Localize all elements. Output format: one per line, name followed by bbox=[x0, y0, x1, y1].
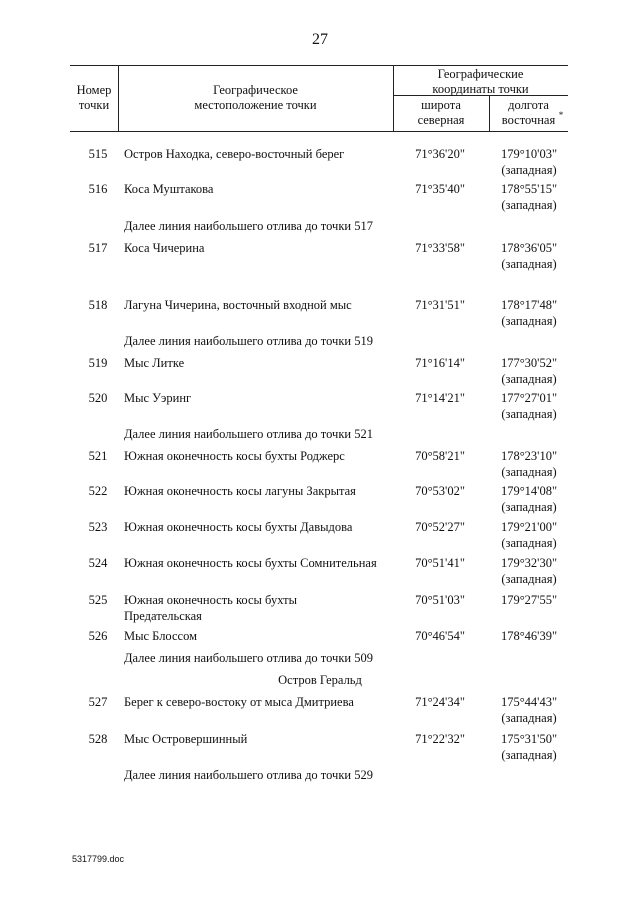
point-location: Южная оконечность косы бухты Предательская bbox=[124, 593, 297, 623]
point-location: Южная оконечность косы лагуны Закрытая bbox=[124, 484, 356, 498]
point-latitude: 70°46'54" bbox=[415, 629, 465, 643]
point-latitude: 71°31'51" bbox=[415, 298, 465, 312]
point-latitude: 70°51'41" bbox=[415, 556, 465, 570]
point-longitude: 178°17'48" (западная) bbox=[500, 298, 558, 328]
boundary-note: Далее линия наибольшего отлива до точки 521 bbox=[124, 427, 373, 441]
point-location: Мыс Островершинный bbox=[124, 732, 248, 746]
point-location: Южная оконечность косы бухты Сомнительная bbox=[124, 556, 377, 570]
point-number: 527 bbox=[88, 695, 108, 709]
point-latitude: 70°52'27" bbox=[415, 520, 465, 534]
point-latitude: 71°24'34" bbox=[415, 695, 465, 709]
boundary-note: Далее линия наибольшего отлива до точки 509 bbox=[124, 651, 373, 665]
point-location: Южная оконечность косы бухты Давыдова bbox=[124, 520, 353, 534]
point-number: 522 bbox=[88, 484, 108, 498]
point-number: 518 bbox=[88, 298, 108, 312]
point-number: 520 bbox=[88, 391, 108, 405]
point-number: 525 bbox=[88, 593, 108, 607]
point-location: Коса Чичерина bbox=[124, 241, 205, 255]
point-number: 524 bbox=[88, 556, 108, 570]
section-title: Остров Геральд bbox=[278, 673, 362, 687]
header-number: Номер точки bbox=[76, 83, 112, 112]
point-latitude: 70°58'21" bbox=[415, 449, 465, 463]
point-latitude: 71°33'58" bbox=[415, 241, 465, 255]
point-longitude: 177°30'52" (западная) bbox=[500, 356, 558, 386]
point-latitude: 71°36'20" bbox=[415, 147, 465, 161]
point-longitude: 175°31'50" (западная) bbox=[500, 732, 558, 762]
point-longitude: 175°44'43" (западная) bbox=[500, 695, 558, 725]
point-location: Коса Муштакова bbox=[124, 182, 214, 196]
point-latitude: 71°16'14" bbox=[415, 356, 465, 370]
point-longitude: 179°32'30" (западная) bbox=[500, 556, 558, 586]
header-asterisk: * bbox=[558, 110, 564, 120]
point-latitude: 70°51'03" bbox=[415, 593, 465, 607]
point-number: 528 bbox=[88, 732, 108, 746]
header-location: Географическое местоположение точки bbox=[194, 83, 317, 112]
point-location: Южная оконечность косы бухты Роджерс bbox=[124, 449, 345, 463]
point-number: 516 bbox=[88, 182, 108, 196]
point-longitude: 177°27'01" (западная) bbox=[500, 391, 558, 421]
header-longitude: долгота восточная bbox=[501, 98, 556, 127]
point-longitude: 178°36'05" (западная) bbox=[500, 241, 558, 271]
point-number: 519 bbox=[88, 356, 108, 370]
page-number: 27 bbox=[312, 31, 328, 48]
point-latitude: 71°22'32" bbox=[415, 732, 465, 746]
point-latitude: 71°14'21" bbox=[415, 391, 465, 405]
document-filename: 5317799.doc bbox=[72, 854, 125, 864]
point-number: 526 bbox=[88, 629, 108, 643]
point-latitude: 71°35'40" bbox=[415, 182, 465, 196]
point-longitude: 179°10'03" (западная) bbox=[500, 147, 558, 177]
boundary-note: Далее линия наибольшего отлива до точки 519 bbox=[124, 334, 373, 348]
point-location: Берег к северо-востоку от мыса Дмитриева bbox=[124, 695, 354, 709]
boundary-note: Далее линия наибольшего отлива до точки 517 bbox=[124, 219, 373, 233]
point-longitude: 179°21'00" (западная) bbox=[500, 520, 558, 550]
header-latitude: широта северная bbox=[417, 98, 465, 127]
point-number: 517 bbox=[88, 241, 108, 255]
point-number: 521 bbox=[88, 449, 108, 463]
point-number: 523 bbox=[88, 520, 108, 534]
point-location: Остров Находка, северо-восточный берег bbox=[124, 147, 345, 161]
point-location: Лагуна Чичерина, восточный входной мыс bbox=[124, 298, 352, 312]
point-number: 515 bbox=[88, 147, 108, 161]
point-longitude: 179°27'55" bbox=[500, 593, 558, 607]
boundary-note: Далее линия наибольшего отлива до точки 529 bbox=[124, 768, 373, 782]
point-longitude: 178°46'39" bbox=[500, 629, 558, 643]
point-location: Мыс Блоссом bbox=[124, 629, 198, 643]
point-location: Мыс Уэринг bbox=[124, 391, 192, 405]
point-longitude: 179°14'08" (западная) bbox=[500, 484, 558, 514]
point-latitude: 70°53'02" bbox=[415, 484, 465, 498]
point-longitude: 178°55'15" (западная) bbox=[500, 182, 558, 212]
point-location: Мыс Литке bbox=[124, 356, 185, 370]
header-coordinates: Географические координаты точки bbox=[432, 67, 529, 96]
point-longitude: 178°23'10" (западная) bbox=[500, 449, 558, 479]
